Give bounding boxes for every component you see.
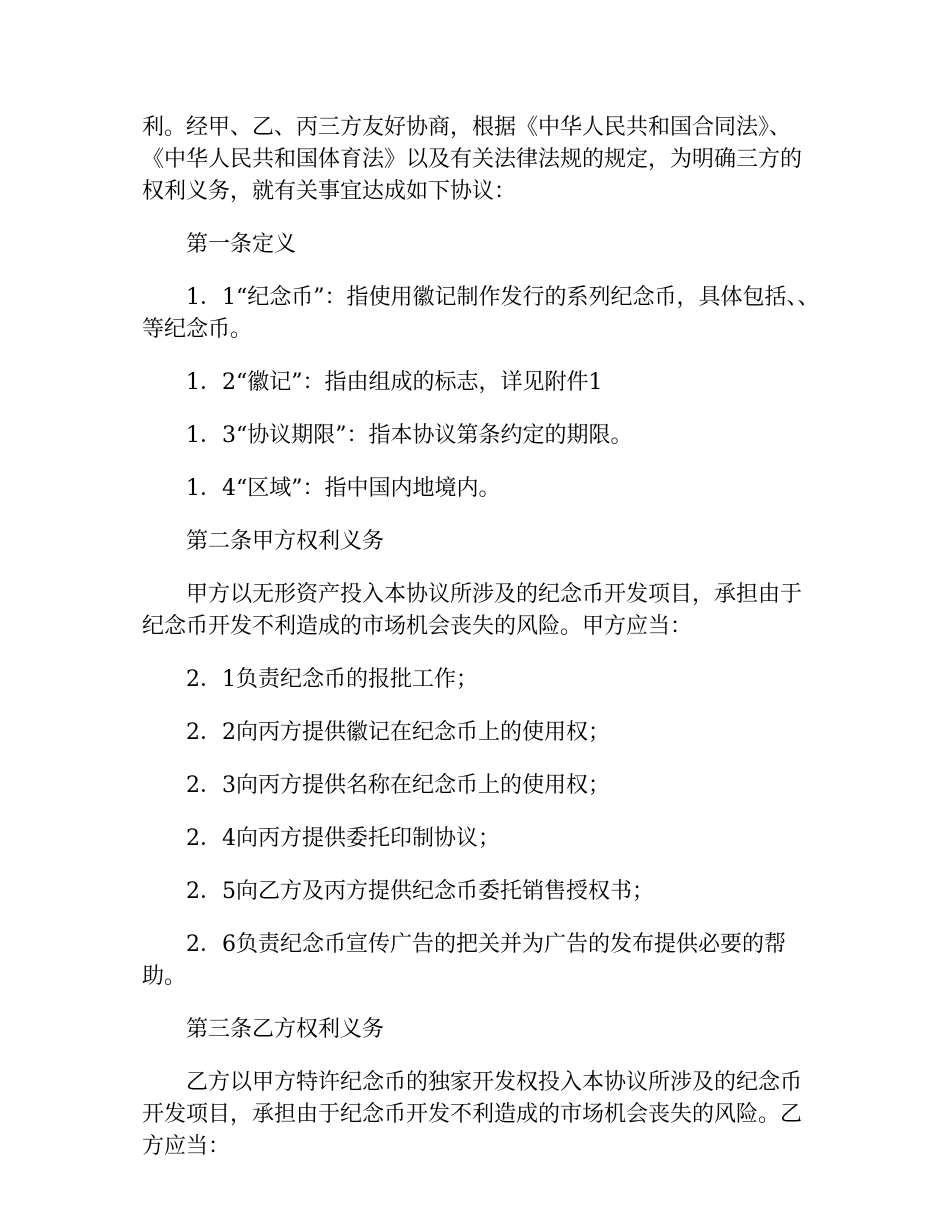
article-2-body: 甲方以无形资产投入本协议所涉及的纪念币开发项目，承担由于纪念币开发不利造成的市场机会丧失的风险。甲方应当： <box>142 582 803 639</box>
clause-2-6: 2．6负责纪念币宣传广告的把关并为广告的发布提供必要的帮助。 <box>142 932 786 989</box>
paragraph-intro: 利。经甲、乙、丙三方友好协商，根据《中华人民共和国合同法》、《中华人民共和国体育法》以及有关法律法规的规定，为明确三方的权利义务，就有关事宜达成如下协议： <box>142 115 803 204</box>
clause-2-4: 2．4向丙方提供委托印制协议； <box>186 826 500 851</box>
article-2-heading: 第二条甲方权利义务 <box>186 529 385 554</box>
clause-2-2: 2．2向丙方提供徽记在纪念币上的使用权； <box>186 720 610 745</box>
clause-1-3: 1．3“协议期限”：指本协议第条约定的期限。 <box>186 423 633 448</box>
clause-1-4: 1．4“区域”：指中国内地境内。 <box>186 476 501 501</box>
clause-1-1: 1．1“纪念币”：指使用徽记制作发行的系列纪念币，具体包括、、等纪念币。 <box>142 285 820 342</box>
clause-2-1: 2．1负责纪念币的报批工作； <box>186 667 478 692</box>
clause-2-5: 2．5向乙方及丙方提供纪念币委托销售授权书； <box>186 879 654 904</box>
article-3-heading: 第三条乙方权利义务 <box>186 1017 385 1042</box>
article-3-body: 乙方以甲方特许纪念币的独家开发权投入本协议所涉及的纪念币开发项目，承担由于纪念币开发不利造成的市场机会丧失的风险。乙方应当： <box>142 1070 803 1159</box>
clause-1-2: 1．2“徽记”：指由组成的标志，详见附件1 <box>186 370 603 395</box>
clause-2-3: 2．3向丙方提供名称在纪念币上的使用权； <box>186 773 610 798</box>
article-1-heading: 第一条定义 <box>186 232 297 257</box>
document-body <box>142 112 822 1184</box>
